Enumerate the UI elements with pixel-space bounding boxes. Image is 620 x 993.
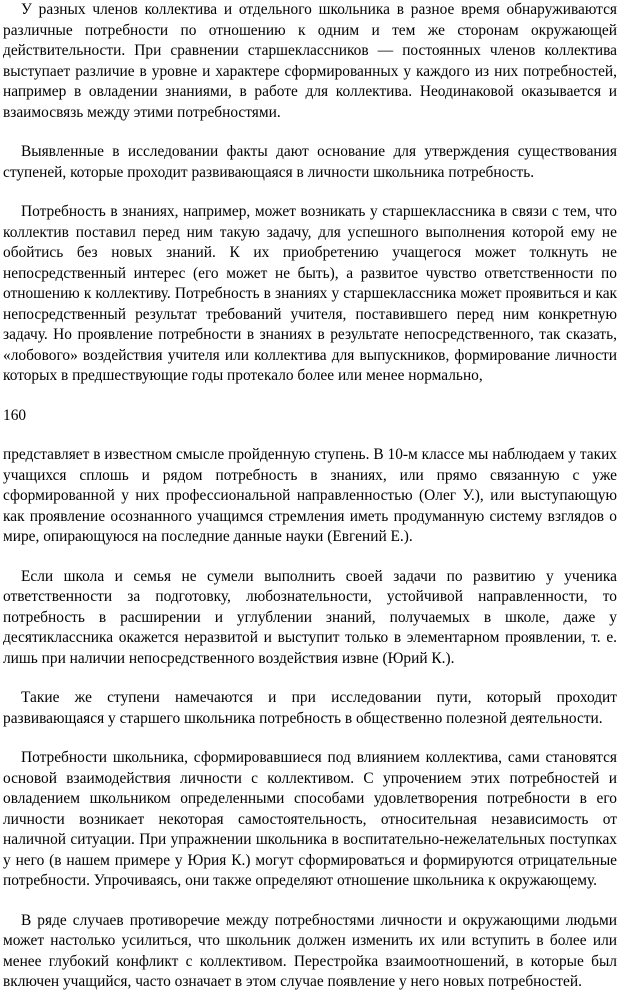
paragraph-1: У разных членов коллектива и отдельного школьника в разное время обнаруживаются различные потребности по отношению к одним и тем же сторонам окружающей действительности. При сравнении старшеклассников — постоянных членов коллектива выступает различие в уровне и характере сформированных у каждого из них потребностей, например в овладении знаниями, в работе для коллектива. Неодинаковой оказывается и взаимосвязь между этими потребностями. — [3, 1, 617, 121]
paragraph-2: Выявленные в исследовании факты дают основание для утверждения существования ступеней, которые проходит развивающаяся в личности школьника потребность. — [3, 143, 617, 181]
paragraph-6: Такие же ступени намечаются и при исследовании пути, который проходит развивающаяся у старшего школьника потребность в общественно полезной деятельности. — [3, 689, 617, 727]
paragraph-4-continuation: представляет в известном смысле пройденную ступень. В 10-м классе мы наблюдаем у таких учащихся сплошь и рядом потребность в знаниях, или прямо связанную с уже сформированной у них профессиональной направленностью (Олег У.), или выступающую как проявление осознанного учащимся стремления иметь продуманную систему взглядов о мире, опирающуюся на последние данные науки (Евгений Е.). — [3, 446, 617, 545]
page-number: 160 — [3, 406, 27, 424]
paragraph-5: Если школа и семья не сумели выполнить своей задачи по развитию у ученика ответственности за подготовку, любознательности, устойчивой направленности, то потребность в расширении и углублении знаний, получаемых в школе, даже у десятиклассника окажется неразвитой и выступит только в элементарном проявлении, т. е. лишь при наличии непосредственного воздействия извне (Юрий К.). — [3, 567, 617, 667]
document-page — [3, 0, 617, 993]
paragraph-8: В ряде случаев противоречие между потребностями личности и окружающими людьми может настолько усилиться, что школьник должен изменить их или вступить в более или менее глубокий конфликт с коллективом. Перестройка взаимоотношений, в которые был включен учащийся, часто означает в этом случае появление у него новых потребностей. — [3, 911, 617, 990]
paragraph-3: Потребность в знаниях, например, может возникать у старшеклассника в связи с тем, что коллектив поставил перед ним такую задачу, для успешного выполнения которой ему не обойтись без новых знаний. К их приобретению учащегося может толкнуть не непосредственный интерес (его может не быть), а развитое чувство ответственности по отношению к коллективу. Потребность в знаниях у старшеклассника может проявиться и как непосредственный результат требований учителя, поставившего перед ним конкретную задачу. Но проявление потребности в знаниях в результате непосредственного, так сказать, «лобового» воздействия учителя или коллектива для выпускников, формирование личности которых в предшествующие годы протекало более или менее нормально, — [3, 203, 617, 384]
paragraph-7: Потребности школьника, сформировавшиеся под влиянием коллектива, сами становятся основой взаимодействия личности с коллективом. С упрочением этих потребностей и овладением школьником определенными способами удовлетворения потребности в его личности возникает некоторая самостоятельность, относительная независимость от наличной ситуации. При упражнении школьника в воспитательно-нежелательных поступках у него (в нашем примере у Юрия К.) могут сформироваться и формируются отрицательные потребности. Упрочиваясь, они также определяют отношение школьника к окружающему. — [3, 749, 617, 889]
